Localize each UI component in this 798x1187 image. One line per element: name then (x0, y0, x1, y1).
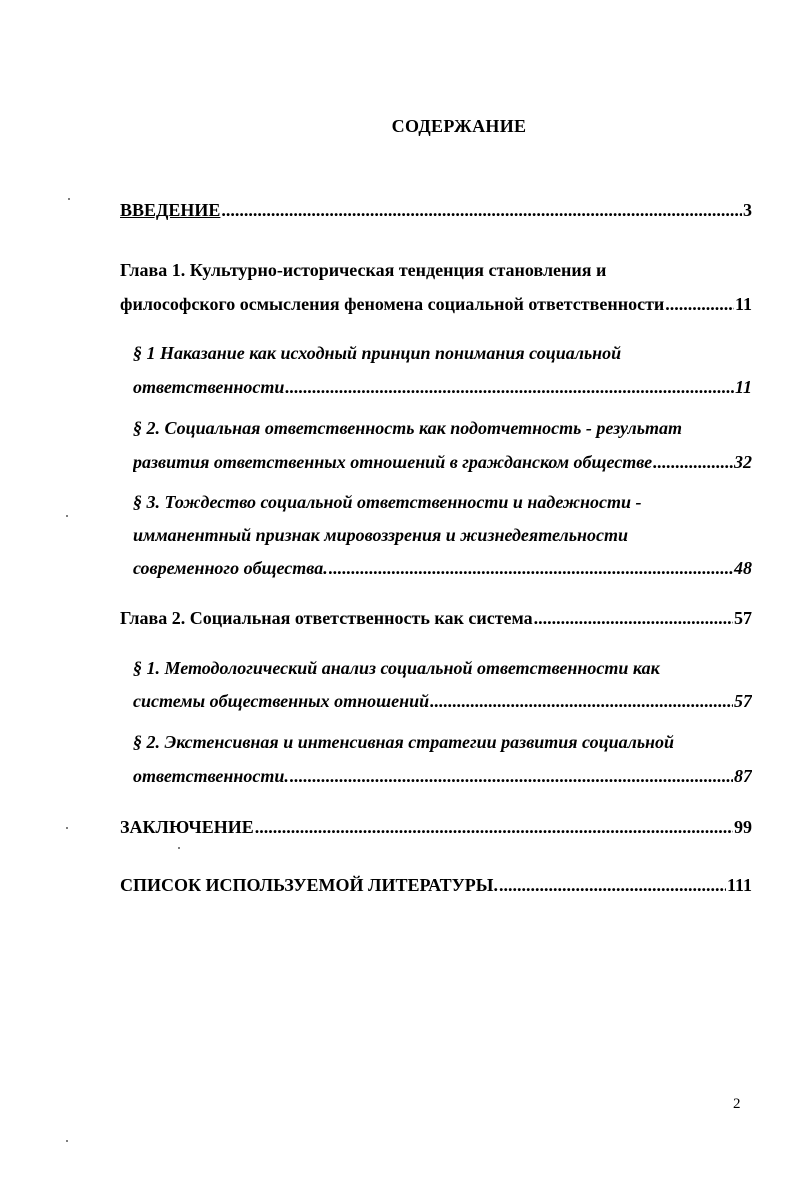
scan-speck (66, 1140, 68, 1142)
toc-entry-ch2-s2-line2: ответственности. (133, 766, 289, 786)
toc-entry-conclusion[interactable] (120, 817, 752, 838)
toc-entry-ch2-s1-line1: § 1. Методологический анализ социальной ответственности как (133, 658, 660, 678)
leader-dots (290, 766, 733, 787)
leader-dots (499, 875, 726, 896)
toc-entry-ch2-s1-page: 57 (734, 691, 752, 711)
toc-entry-ch2-s2[interactable] (133, 766, 752, 787)
toc-entry-intro-page: 3 (743, 200, 752, 220)
toc-entry-ch1-s3-line1: § 3. Тождество социальной ответственности и надежности - (133, 492, 642, 512)
leader-dots (221, 200, 742, 221)
page-title: СОДЕРЖАНИЕ (391, 116, 527, 136)
toc-entry-ch1-line2: философского осмысления феномена социальной ответственности (120, 294, 665, 314)
toc-entry-conclusion-page: 99 (734, 817, 752, 837)
toc-entry-ch1-page: 11 (734, 294, 752, 314)
leader-dots (329, 558, 733, 579)
toc-entry-intro-label: ВВЕДЕНИЕ (120, 200, 221, 220)
toc-entry-ch1-s3-line3: современного общества. (133, 558, 328, 578)
toc-entry-ch1-s2[interactable] (133, 452, 752, 473)
toc-entry-ch2-s2-line1: § 2. Экстенсивная и интенсивная стратегии развития социальной (133, 732, 675, 752)
toc-entry-bibliography-label: СПИСОК ИСПОЛЬЗУЕМОЙ ЛИТЕРАТУРЫ. (120, 875, 498, 895)
toc-entry-ch1-s2-line1: § 2. Социальная ответственность как подотчетность - результат (133, 418, 682, 438)
leader-dots (665, 294, 734, 315)
leader-dots (255, 817, 733, 838)
scan-speck (66, 515, 68, 517)
toc-entry-ch2-label: Глава 2. Социальная ответственность как система (120, 608, 533, 628)
scan-speck (68, 198, 70, 200)
toc-entry-ch2[interactable] (120, 608, 752, 629)
toc-entry-ch1-s1-page: 11 (734, 377, 752, 397)
toc-entry-ch1-line1: Глава 1. Культурно-историческая тенденция становления и (120, 260, 607, 280)
toc-entry-ch2-s2-page: 87 (734, 766, 752, 786)
toc-entry-ch1-s3[interactable] (133, 558, 752, 579)
toc-entry-ch1-s1-line1: § 1 Наказание как исходный принцип понимания социальной (133, 343, 622, 363)
toc-entry-ch1-s2-page: 32 (734, 452, 752, 472)
toc-entry-bibliography[interactable] (120, 875, 752, 896)
leader-dots (653, 452, 733, 473)
toc-entry-ch1-s2-line2: развития ответственных отношений в гражданском обществе (133, 452, 653, 472)
toc-entry-ch1-s3-page: 48 (734, 558, 752, 578)
toc-entry-ch2-s1[interactable] (133, 691, 752, 712)
leader-dots (430, 691, 733, 712)
toc-entry-intro[interactable] (120, 200, 752, 221)
toc-entry-conclusion-label: ЗАКЛЮЧЕНИЕ (120, 817, 254, 837)
leader-dots (534, 608, 733, 629)
leader-dots (285, 377, 734, 398)
toc-entry-ch1[interactable] (120, 294, 752, 315)
toc-entry-ch1-s1-line2: ответственности (133, 377, 285, 397)
toc-entry-bibliography-page: 111 (726, 875, 752, 895)
toc-entry-ch1-s3-line2: имманентный признак мировоззрения и жизнедеятельности (133, 525, 628, 545)
scan-speck (66, 827, 68, 829)
toc-entry-ch2-page: 57 (734, 608, 752, 628)
toc-entry-ch2-s1-line2: системы общественных отношений (133, 691, 430, 711)
toc-entry-ch1-s1[interactable] (133, 377, 752, 398)
page-number: 2 (733, 1096, 741, 1112)
scan-speck (178, 847, 180, 849)
